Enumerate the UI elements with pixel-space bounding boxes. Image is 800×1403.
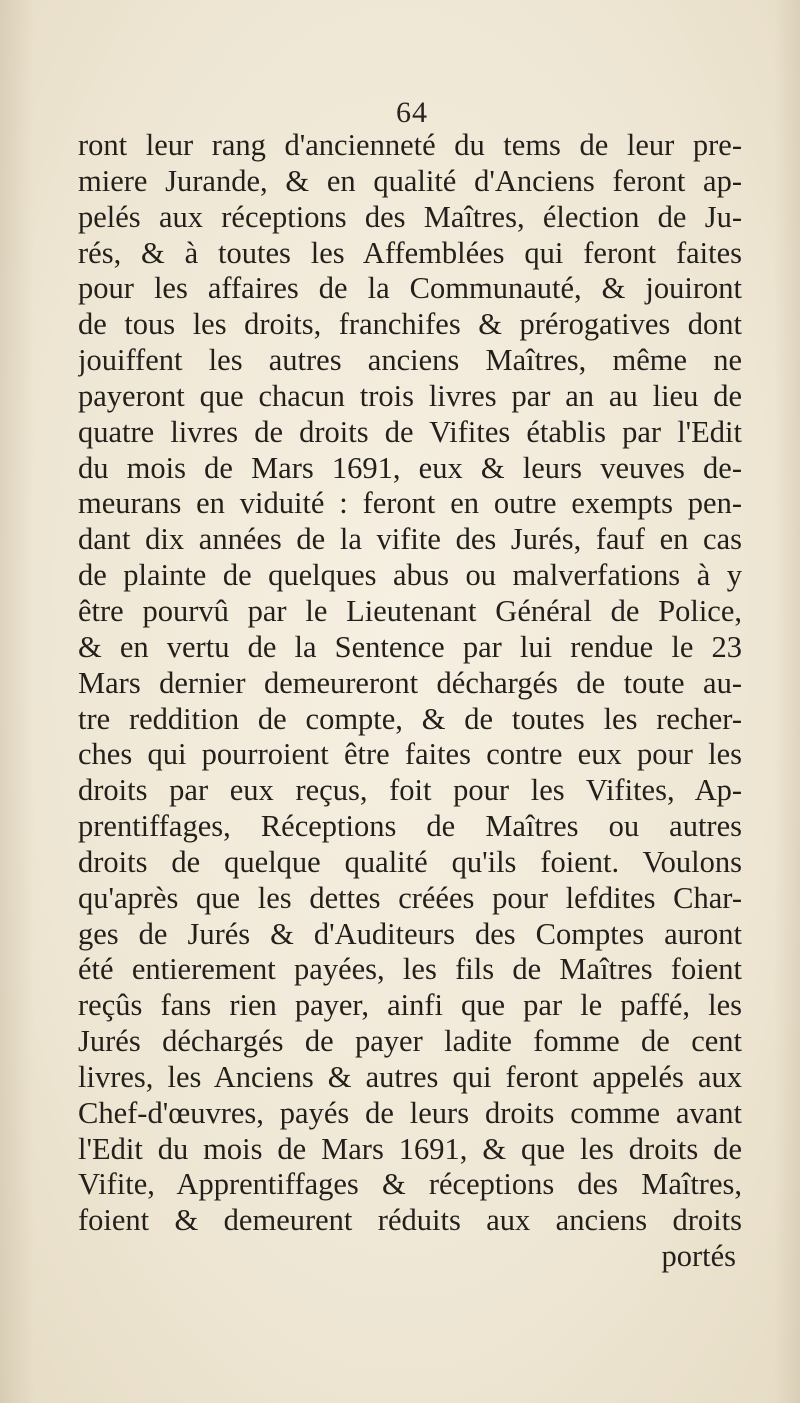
text-line: droits de quelque qualité qu'ils foient. Voulons [78, 844, 742, 879]
text-line: quatre livres de droits de Vifites établis par l'Edit [78, 414, 742, 449]
text-line: pelés aux réceptions des Maîtres, élection de Ju- [78, 199, 742, 234]
text-line: meurans en viduité : feront en outre exempts pen- [78, 486, 742, 521]
page-edge-shadow [774, 0, 800, 1403]
text-line: Vifite, Apprentiffages & réceptions des Maîtres, [78, 1167, 742, 1202]
text-line: être pourvû par le Lieutenant Général de Police, [78, 593, 742, 628]
text-line: dant dix années de la vifite des Jurés, fauf en cas [78, 522, 742, 557]
text-line: payeront que chacun trois livres par an au lieu de [78, 378, 742, 413]
text-line: prentiffages, Réceptions de Maîtres ou autres [78, 809, 742, 844]
catchword: portés [661, 1239, 736, 1274]
text-line: du mois de Mars 1691, eux & leurs veuves de- [78, 450, 742, 485]
text-line: Mars dernier demeureront déchargés de toute au- [78, 665, 742, 700]
page-gutter-shadow [0, 0, 34, 1403]
text-line: été entierement payées, les fils de Maîtres foient [78, 952, 742, 987]
text-line: pour les affaires de la Communauté, & jouiront [78, 271, 742, 306]
text-line: & en vertu de la Sentence par lui rendue le 23 [78, 629, 742, 664]
text-line: Chef-d'œuvres, payés de leurs droits comme avant [78, 1095, 742, 1130]
text-line: ront leur rang d'ancienneté du tems de leur pre- [78, 128, 742, 162]
text-line: foient & demeurent réduits aux anciens droits [78, 1203, 742, 1238]
text-line: de plainte de quelques abus ou malverfations à y [78, 558, 742, 593]
text-line: reçûs fans rien payer, ainfi que par le paffé, les [78, 988, 742, 1023]
text-line: ches qui pourroient être faites contre eux pour les [78, 737, 742, 772]
text-line: droits par eux reçus, foit pour les Vifites, Ap- [78, 773, 742, 808]
text-line: Jurés déchargés de payer ladite fomme de cent [78, 1024, 742, 1059]
page-number: 64 [396, 96, 428, 129]
text-line: qu'après que les dettes créées pour lefdites Char- [78, 880, 742, 915]
text-line: livres, les Anciens & autres qui feront appelés aux [78, 1059, 742, 1094]
text-line: ges de Jurés & d'Auditeurs des Comptes auront [78, 916, 742, 951]
text-line: miere Jurande, & en qualité d'Anciens feront ap- [78, 163, 742, 198]
text-line: tre reddition de compte, & de toutes les recher- [78, 701, 742, 736]
text-line: l'Edit du mois de Mars 1691, & que les droits de [78, 1131, 742, 1166]
text-line: rés, & à toutes les Affemblées qui feront faites [78, 235, 742, 270]
text-line: jouiffent les autres anciens Maîtres, même ne [78, 343, 742, 378]
text-line: de tous les droits, franchifes & prérogatives dont [78, 307, 742, 342]
body-text [78, 128, 742, 1275]
